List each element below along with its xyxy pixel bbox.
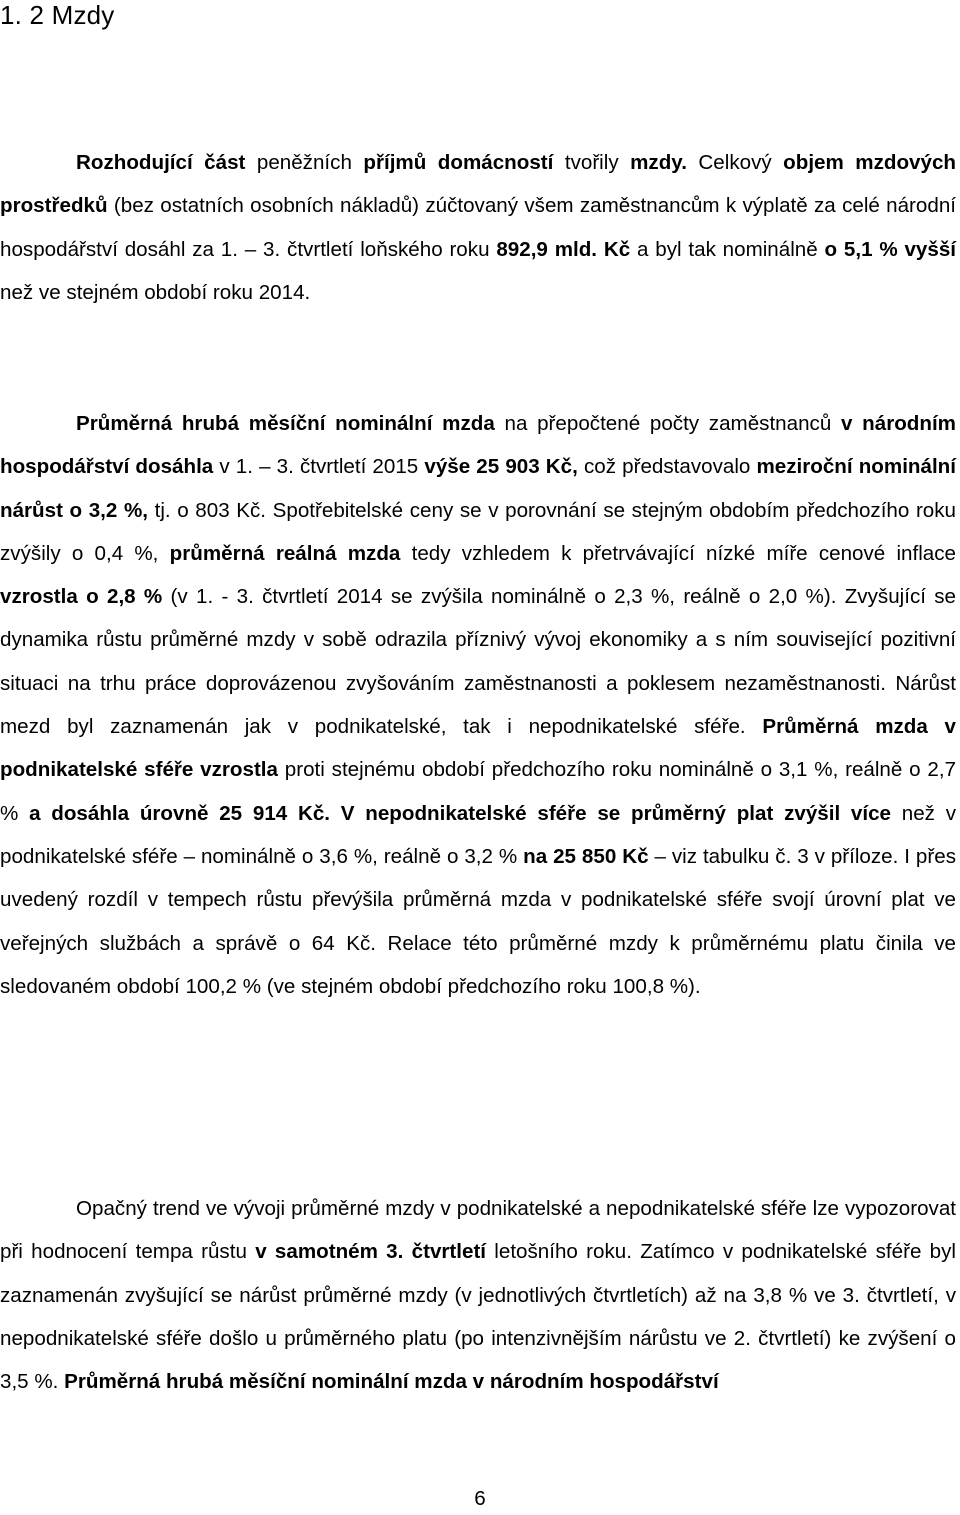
bold-text-run: Průměrná mzda v podnikatelské sféře vzrostla (0, 715, 956, 782)
bold-text-run: mzdy. (630, 151, 687, 174)
text-run: na přepočtené počty zaměstnanců (494, 412, 841, 435)
text-run (330, 802, 341, 825)
bold-text-run: V nepodnikatelské sféře se průměrný plat zvýšil více (340, 801, 891, 825)
text-run: než v podnikatelské sféře – nominálně o 3,6 %, reálně o 3,2 % (0, 801, 956, 868)
bold-text-run: průměrná reálná mzda (169, 541, 401, 565)
text-run: Celkový (686, 151, 784, 174)
text-run: tj. o 803 Kč. Spotřebitelské ceny se v porovnání se stejným obdobím předchozího roku zvýšily o 0,4 %, (0, 498, 957, 565)
text-run: a byl tak nominálně (630, 237, 825, 261)
paragraph-opposite-trend (0, 1187, 956, 1403)
text-run: (v 1. - 3. čtvrtletí 2014 se zvýšila nominálně o 2,3 %, reálně o 2,0 %). Zvyšující se dynamika růstu průměrné mzdy v sobě odrazila příznivý vývoj ekonomiky a s ním související pozitivní situaci na trhu práce doprovázenou zvyšováním zaměstnanosti a poklesem nezaměstnanosti. Nárůst mezd byl zaznamenán jak v podnikatelské, tak i nepodnikatelské sféře. (0, 585, 957, 739)
paragraph-total-wage-volume (0, 141, 956, 314)
bold-text-run: na 25 850 Kč (523, 844, 649, 868)
bold-text-run: v národním hospodářství dosáhla (0, 412, 956, 479)
bold-text-run: Průměrná hrubá měsíční nominální mzda (76, 412, 495, 435)
bold-text-run: a dosáhla úrovně 25 914 Kč. (29, 801, 331, 825)
bold-text-run: výše 25 903 Kč, (424, 455, 578, 479)
paragraph-average-wage (0, 402, 956, 1008)
bold-text-run: Rozhodující část (76, 151, 246, 174)
text-run: což představovalo (577, 455, 757, 479)
text-run: (bez ostatních osobních nákladů) zúčtovaný všem zaměstnancům k výplatě za celé národní hospodářství dosáhl za 1. – 3. čtvrtletí loňského roku (0, 194, 956, 261)
text-run: tedy vzhledem k přetrvávající nízké míře cenové inflace (400, 541, 957, 565)
bold-text-run: vzrostla o 2,8 % (0, 585, 163, 609)
text-run: proti stejnému období předchozího roku nominálně o 3,1 %, reálně o 2,7 % (0, 758, 957, 825)
text-run: Opačný trend ve vývoji průměrné mzdy v podnikatelské a nepodnikatelské sféře lze vypozorovat při hodnocení tempa růstu (0, 1197, 956, 1264)
bold-text-run: o 5,1 % vyšší (824, 237, 957, 261)
text-run: v 1. – 3. čtvrtletí 2015 (213, 455, 425, 479)
bold-text-run: v samotném 3. čtvrtletí (255, 1240, 487, 1264)
text-run: než ve stejném období roku 2014. (0, 280, 311, 304)
bold-text-run: příjmů domácností (363, 151, 554, 174)
text-run: peněžních (245, 151, 364, 174)
page-number: 6 (474, 1487, 486, 1510)
bold-text-run: objem mzdových prostředků (0, 151, 956, 218)
text-run: tvořily (553, 151, 631, 174)
bold-text-run: 892,9 mld. Kč (496, 237, 631, 261)
section-heading: 1. 2 Mzdy (0, 0, 115, 30)
text-run: – viz tabulku č. 3 v příloze. I přes uvedený rozdíl v tempech růstu převýšila průměrná mzda v podnikatelské sféře svojí úrovní plat ve veřejných službách a správě o 64 Kč. Relace této průměrné mzdy k průměrnému platu činila ve sledovaném období 100,2 % (ve stejném období předchozího roku 100,8 %). (0, 844, 956, 998)
text-run: letošního roku. Zatímco v podnikatelské sféře byl zaznamenán zvyšující se nárůst průměrné mzdy (v jednotlivých čtvrtletích) až na 3,8 % ve 3. čtvrtletí, v nepodnikatelské sféře došlo u průměrného platu (po intenzivnějším nárůstu ve 2. čtvrtletí) ke zvýšení o 3,5 %. (0, 1240, 957, 1394)
bold-text-run: Průměrná hrubá měsíční nominální mzda v národním hospodářství (64, 1370, 719, 1394)
bold-text-run: meziroční nominální nárůst o 3,2 %, (0, 455, 956, 522)
